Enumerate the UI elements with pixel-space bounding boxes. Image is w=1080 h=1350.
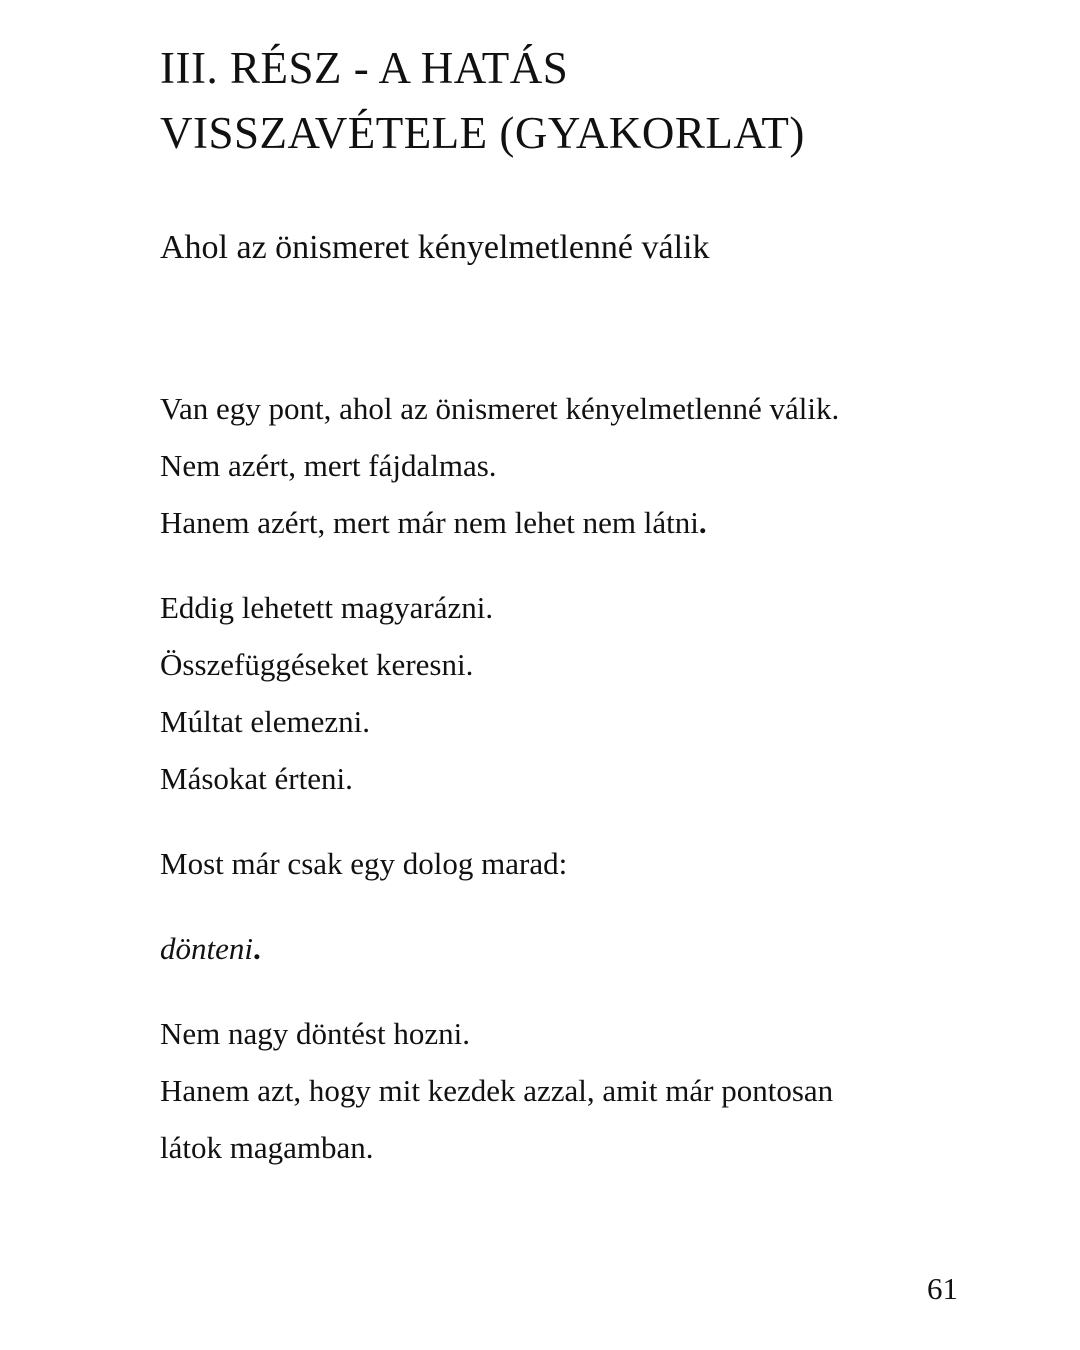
paragraph-1 [160, 380, 960, 551]
chapter-title [160, 36, 960, 166]
text-line: látok magamban. [160, 1130, 374, 1165]
paragraph-5 [160, 1005, 960, 1176]
text-line: Összefüggéseket keresni. [160, 647, 474, 682]
chapter-subtitle: Ahol az önismeret kényelmetlenné válik [160, 229, 710, 266]
text-line: Eddig lehetett magyarázni. [160, 590, 494, 625]
body-text [160, 380, 960, 1176]
chapter-title-line-2: VISSZAVÉTELE (GYAKORLAT) [160, 108, 805, 158]
bold-period: . [253, 931, 261, 966]
paragraph-4 [160, 920, 960, 977]
paragraph-2 [160, 579, 960, 807]
text-line: Most már csak egy dolog marad: [160, 846, 568, 881]
text-line [160, 920, 960, 977]
chapter-title-line-1: III. RÉSZ - A HATÁS [160, 43, 569, 93]
text-line: Hanem azt, hogy mit kezdek azzal, amit már pontosan [160, 1073, 834, 1108]
text-line: Van egy pont, ahol az önismeret kényelmetlenné válik. [160, 391, 840, 426]
text-line [160, 494, 960, 551]
text-segment: Hanem azért, mert már nem lehet nem látni [160, 505, 699, 540]
paragraph-3 [160, 835, 960, 892]
text-line: Múltat elemezni. [160, 704, 371, 739]
bold-period: . [698, 505, 707, 540]
page-number: 61 [927, 1271, 958, 1306]
page-content [160, 0, 960, 1176]
text-line: Másokat érteni. [160, 761, 353, 796]
text-line: Nem nagy döntést hozni. [160, 1016, 470, 1051]
italic-word: dönteni [160, 931, 253, 966]
text-line: Nem azért, mert fájdalmas. [160, 448, 497, 483]
